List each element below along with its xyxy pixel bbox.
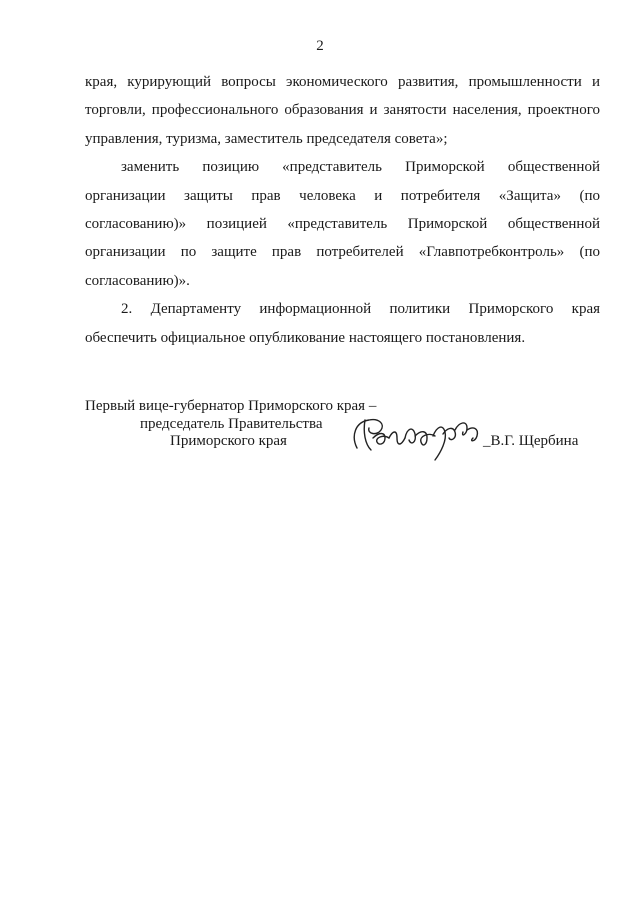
signatory-title-line-3: Приморского края bbox=[170, 433, 287, 449]
paragraph-continuation: края, курирующий вопросы экономического развития, промышленности и торговли, профессионального образования и занятости населения, проектного управления, туризма, заместитель председателя совета»; bbox=[85, 74, 600, 147]
page-number: 2 bbox=[316, 38, 324, 54]
paragraph-publication-order: 2. Департаменту информационной политики Приморского края обеспечить официальное опубликование настоящего постановления. bbox=[85, 301, 600, 346]
handwritten-signature bbox=[345, 408, 505, 466]
document-body bbox=[85, 68, 600, 352]
signatory-name: _В.Г. Щербина bbox=[483, 433, 579, 449]
signatory-title-line-1: Первый вице-губернатор Приморского края – bbox=[85, 398, 377, 414]
signatory-title-line-2: председатель Правительства bbox=[140, 416, 323, 432]
paragraph-replace-position: заменить позицию «представитель Приморской общественной организации защиты прав человека и потребителя «Защита» (по согласованию)» позицией «представитель Приморской общественной организации по защите прав потребителей «Главпотребконтроль» (по согласованию)». bbox=[85, 159, 600, 289]
